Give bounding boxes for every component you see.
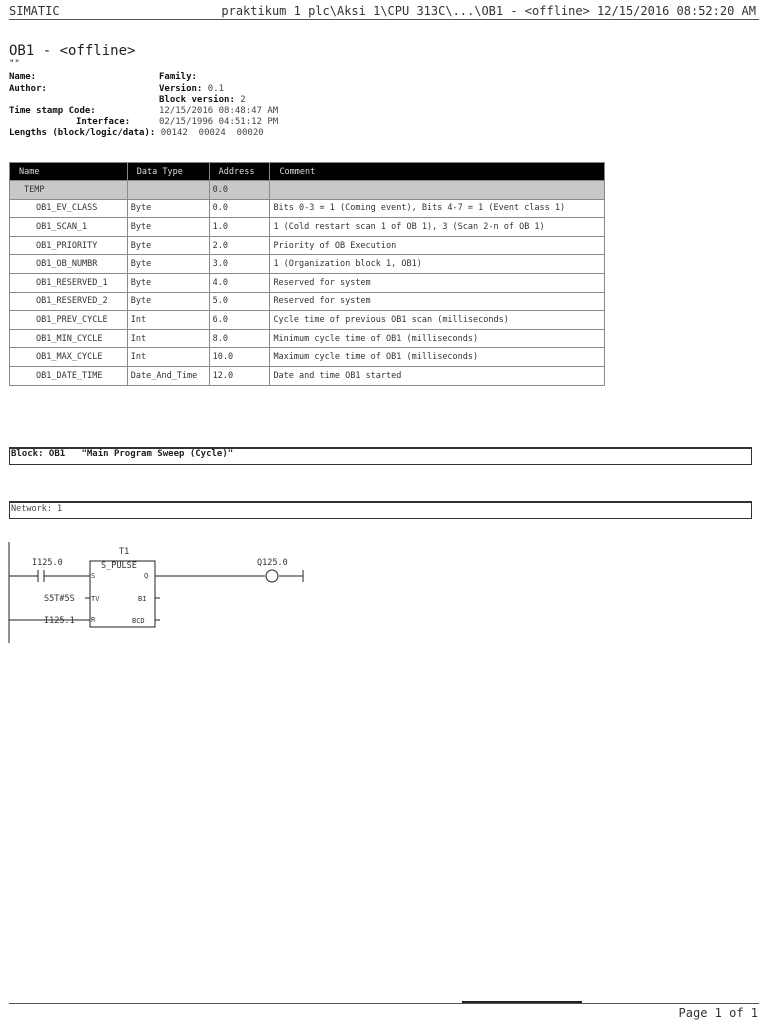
block-version-label: Block version: (159, 95, 235, 105)
cell-name: OB1_RESERVED_2 (10, 292, 128, 311)
cell-type: Int (127, 311, 209, 330)
cell-address: 0.0 (209, 181, 270, 200)
cell-address: 4.0 (209, 273, 270, 292)
ladder-diagram (0, 530, 320, 650)
table-row (10, 292, 605, 311)
variable-table (9, 162, 605, 386)
cell-comment: Cycle time of previous OB1 scan (milliseconds) (270, 311, 605, 330)
family-label: Family: (159, 72, 197, 82)
timer-type: S_PULSE (101, 561, 137, 571)
lengths-label: Lengths (block/logic/data): (9, 128, 156, 138)
block-symbol-quote: "" (9, 59, 20, 69)
table-row (10, 218, 605, 237)
table-row (10, 255, 605, 274)
cell-comment: Maximum cycle time of OB1 (milliseconds) (270, 348, 605, 367)
cell-name: OB1_OB_NUMBR (10, 255, 128, 274)
lengths-value: 00142 00024 00020 (160, 128, 264, 138)
cell-type: Int (127, 348, 209, 367)
cell-comment: Reserved for system (270, 292, 605, 311)
interface-label: Interface: (76, 117, 131, 127)
cell-address: 5.0 (209, 292, 270, 311)
cell-address: 1.0 (209, 218, 270, 237)
cell-comment: 1 (Cold restart scan 1 of OB 1), 3 (Scan 2-n of OB 1) (270, 218, 605, 237)
cell-comment: Minimum cycle time of OB1 (milliseconds) (270, 329, 605, 348)
cell-address: 0.0 (209, 199, 270, 218)
table-header-row (10, 163, 605, 181)
cell-type: Byte (127, 255, 209, 274)
cell-address: 2.0 (209, 236, 270, 255)
contact-r-address: I125.1 (44, 616, 75, 626)
header-app-name: SIMATIC (9, 4, 60, 18)
cell-comment (270, 181, 605, 200)
network-title-box (9, 501, 752, 519)
block-label: Block: OB1 (11, 449, 66, 459)
pin-bi-label: BI (138, 595, 147, 603)
cell-name: OB1_EV_CLASS (10, 199, 128, 218)
table-row (10, 348, 605, 367)
network-title: Network: 1 (11, 504, 63, 514)
block-version-value: 2 (240, 95, 246, 105)
cell-type: Int (127, 329, 209, 348)
table-row (10, 199, 605, 218)
cell-type: Byte (127, 236, 209, 255)
table-row (10, 311, 605, 330)
header-name: Name (10, 163, 128, 181)
cell-address: 12.0 (209, 366, 270, 385)
header-address: Address (209, 163, 270, 181)
cell-address: 8.0 (209, 329, 270, 348)
cell-type: Byte (127, 273, 209, 292)
cell-name: OB1_DATE_TIME (10, 366, 128, 385)
cell-comment: Reserved for system (270, 273, 605, 292)
pin-q-label: Q (144, 572, 149, 580)
timer-name: T1 (119, 547, 130, 557)
header-comment: Comment (270, 163, 605, 181)
cell-type: Date_And_Time (127, 366, 209, 385)
cell-address: 3.0 (209, 255, 270, 274)
table-row-temp (10, 181, 605, 200)
cell-type: Byte (127, 199, 209, 218)
cell-name: OB1_SCAN_1 (10, 218, 128, 237)
cell-name: TEMP (10, 181, 128, 200)
version-label: Version: (159, 84, 203, 94)
cell-name: OB1_MIN_CYCLE (10, 329, 128, 348)
table-row (10, 236, 605, 255)
cell-address: 6.0 (209, 311, 270, 330)
interface-value: 02/15/1996 04:51:12 PM (159, 117, 279, 127)
block-title (11, 449, 233, 459)
pin-r-label: R (91, 616, 96, 624)
cell-name: OB1_MAX_CYCLE (10, 348, 128, 367)
cell-type: Byte (127, 218, 209, 237)
page-number: Page 1 of 1 (678, 1006, 758, 1020)
cell-comment: 1 (Organization block 1, OB1) (270, 255, 605, 274)
cell-comment: Bits 0-3 = 1 (Coming event), Bits 4-7 = 1 (Event class 1) (270, 199, 605, 218)
pin-tv-label: TV (91, 595, 100, 603)
cell-name: OB1_RESERVED_1 (10, 273, 128, 292)
pin-s-label: S (91, 572, 96, 580)
header-divider (9, 19, 759, 20)
cell-type (127, 181, 209, 200)
pin-bcd-label: BCD (132, 617, 145, 625)
timer-value: S5T#5S (44, 594, 75, 604)
header-path: praktikum 1 plc\Aksi 1\CPU 313C\...\OB1 - <offline> 12/15/2016 08:52:20 AM (221, 4, 756, 18)
contact-s-address: I125.0 (32, 558, 63, 568)
coil-icon (266, 570, 278, 582)
cell-name: OB1_PRIORITY (10, 236, 128, 255)
block-comment: "Main Program Sweep (Cycle)" (81, 449, 234, 459)
footer-divider (9, 1003, 759, 1004)
cell-type: Byte (127, 292, 209, 311)
footer-divider-accent (462, 1001, 582, 1003)
cell-address: 10.0 (209, 348, 270, 367)
cell-name: OB1_PREV_CYCLE (10, 311, 128, 330)
author-label: Author: (9, 84, 47, 94)
table-row (10, 273, 605, 292)
cell-comment: Date and time OB1 started (270, 366, 605, 385)
timestamp-code-label: Time stamp Code: (9, 106, 96, 116)
table-row (10, 329, 605, 348)
cell-comment: Priority of OB Execution (270, 236, 605, 255)
name-label: Name: (9, 72, 37, 82)
timestamp-code-value: 12/15/2016 08:48:47 AM (159, 106, 279, 116)
page-title: OB1 - <offline> (9, 43, 136, 59)
table-row (10, 366, 605, 385)
version-value: 0.1 (207, 84, 225, 94)
header-data-type: Data Type (127, 163, 209, 181)
coil-address: Q125.0 (257, 558, 288, 568)
